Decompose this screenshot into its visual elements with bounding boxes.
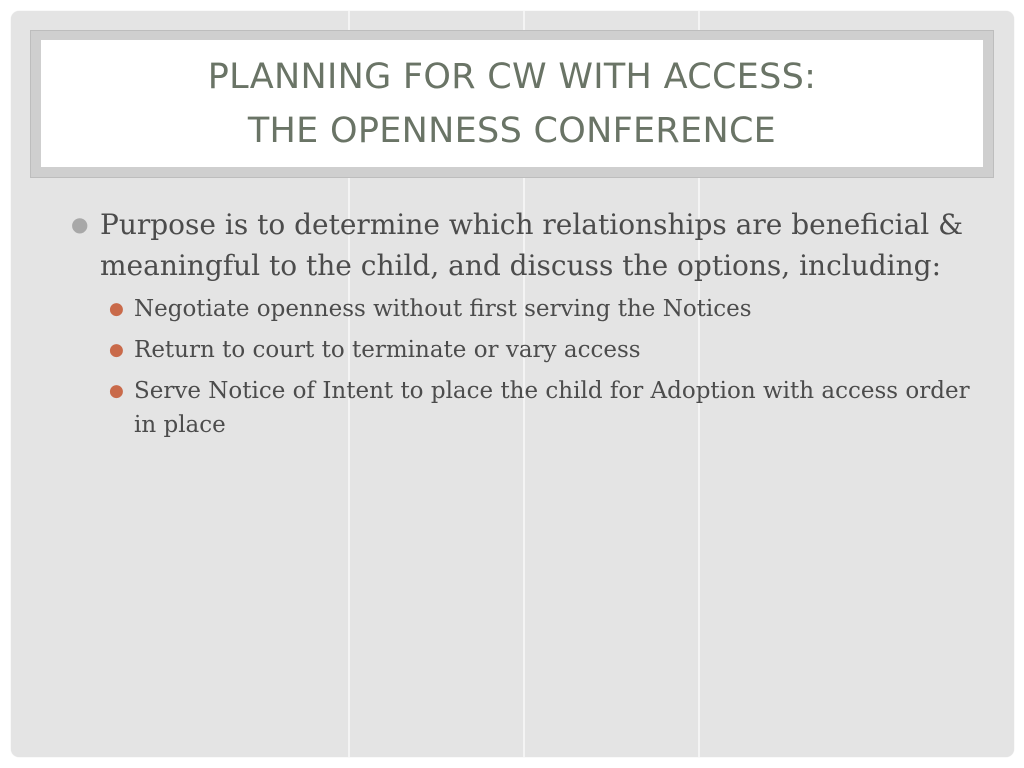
sub-bullet-text: Return to court to terminate or vary access [134,337,641,363]
sub-bullet-item [71,374,971,442]
bullet-dot-icon: ● [109,381,124,401]
sub-bullet-item [71,292,971,326]
sub-bullet-text: Serve Notice of Intent to place the child for Adoption with access order in place [134,378,970,438]
bullet-item [71,204,971,286]
title-frame [30,30,994,178]
sub-bullet-item [71,333,971,367]
bullet-dot-icon: ● [71,212,89,236]
slide [11,11,1014,757]
sub-bullet-text: Negotiate openness without first serving the Notices [134,296,752,322]
title-box [41,40,983,167]
slide-title-line-2: THE OPENNESS CONFERENCE [247,110,777,151]
slide-title-line-1: PLANNING FOR CW WITH ACCESS: [207,56,817,97]
bullet-dot-icon: ● [109,299,124,319]
slide-body [71,204,971,449]
bullet-text: Purpose is to determine which relationships are beneficial & meaningful to the child, and discuss the options, including: [100,208,964,282]
bullet-dot-icon: ● [109,340,124,360]
sub-bullet-list [71,292,971,442]
